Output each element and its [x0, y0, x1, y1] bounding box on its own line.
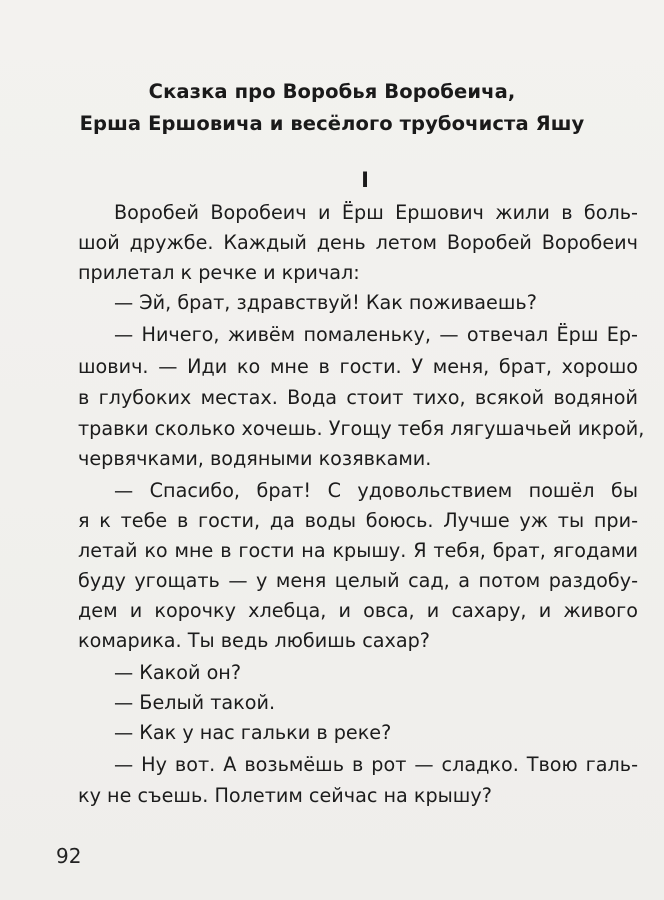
page-number: 92: [56, 844, 82, 868]
text-line: шович. — Иди ко мне в гости. У меня, брат, хорошо: [78, 355, 638, 378]
text-line: травки сколько хочешь. Угощу тебя лягушачьей икрой,: [78, 417, 645, 440]
dialogue-line: — Ничего, живём помаленьку, — отвечал Ёрш Ер-: [114, 323, 638, 346]
story-title-line-1: Сказка про Воробья Воробеича,: [148, 80, 516, 103]
dialogue-line: — Белый такой.: [114, 691, 276, 714]
text-line: шой дружбе. Каждый день летом Воробей Воробеич: [78, 231, 638, 254]
chapter-number: I: [361, 168, 369, 192]
text-line: прилетал к речке и кричал:: [78, 261, 360, 284]
text-line: дем и корочку хлебца, и овса, и сахару, и живого: [78, 599, 638, 622]
text-line: летай ко мне в гости на крышу. Я тебя, брат, ягодами: [78, 539, 638, 562]
text-line: в глубоких местах. Вода стоит тихо, всякой водяной: [78, 386, 638, 409]
dialogue-line: — Ну вот. А возьмёшь в рот — сладко. Твою галь-: [114, 753, 638, 776]
dialogue-line: — Какой он?: [114, 661, 242, 684]
text-line: червячками, водяными козявками.: [78, 447, 432, 470]
text-line: я к тебе в гости, да воды боюсь. Лучше уж ты при-: [78, 509, 638, 532]
dialogue-line: — Спасибо, брат! С удовольствием пошёл бы: [114, 479, 638, 502]
text-line: комарика. Ты ведь любишь сахар?: [78, 629, 430, 652]
dialogue-line: — Как у нас гальки в реке?: [114, 721, 392, 744]
text-line: буду угощать — у меня целый сад, а потом раздобу-: [78, 569, 638, 592]
text-line: ку не съешь. Полетим сейчас на крышу?: [78, 784, 492, 807]
text-line: Воробей Воробеич и Ёрш Ершович жили в боль-: [114, 201, 638, 224]
story-title-line-2: Ерша Ершовича и весёлого трубочиста Яшу: [79, 112, 585, 135]
dialogue-line: — Эй, брат, здравствуй! Как поживаешь?: [114, 291, 537, 314]
